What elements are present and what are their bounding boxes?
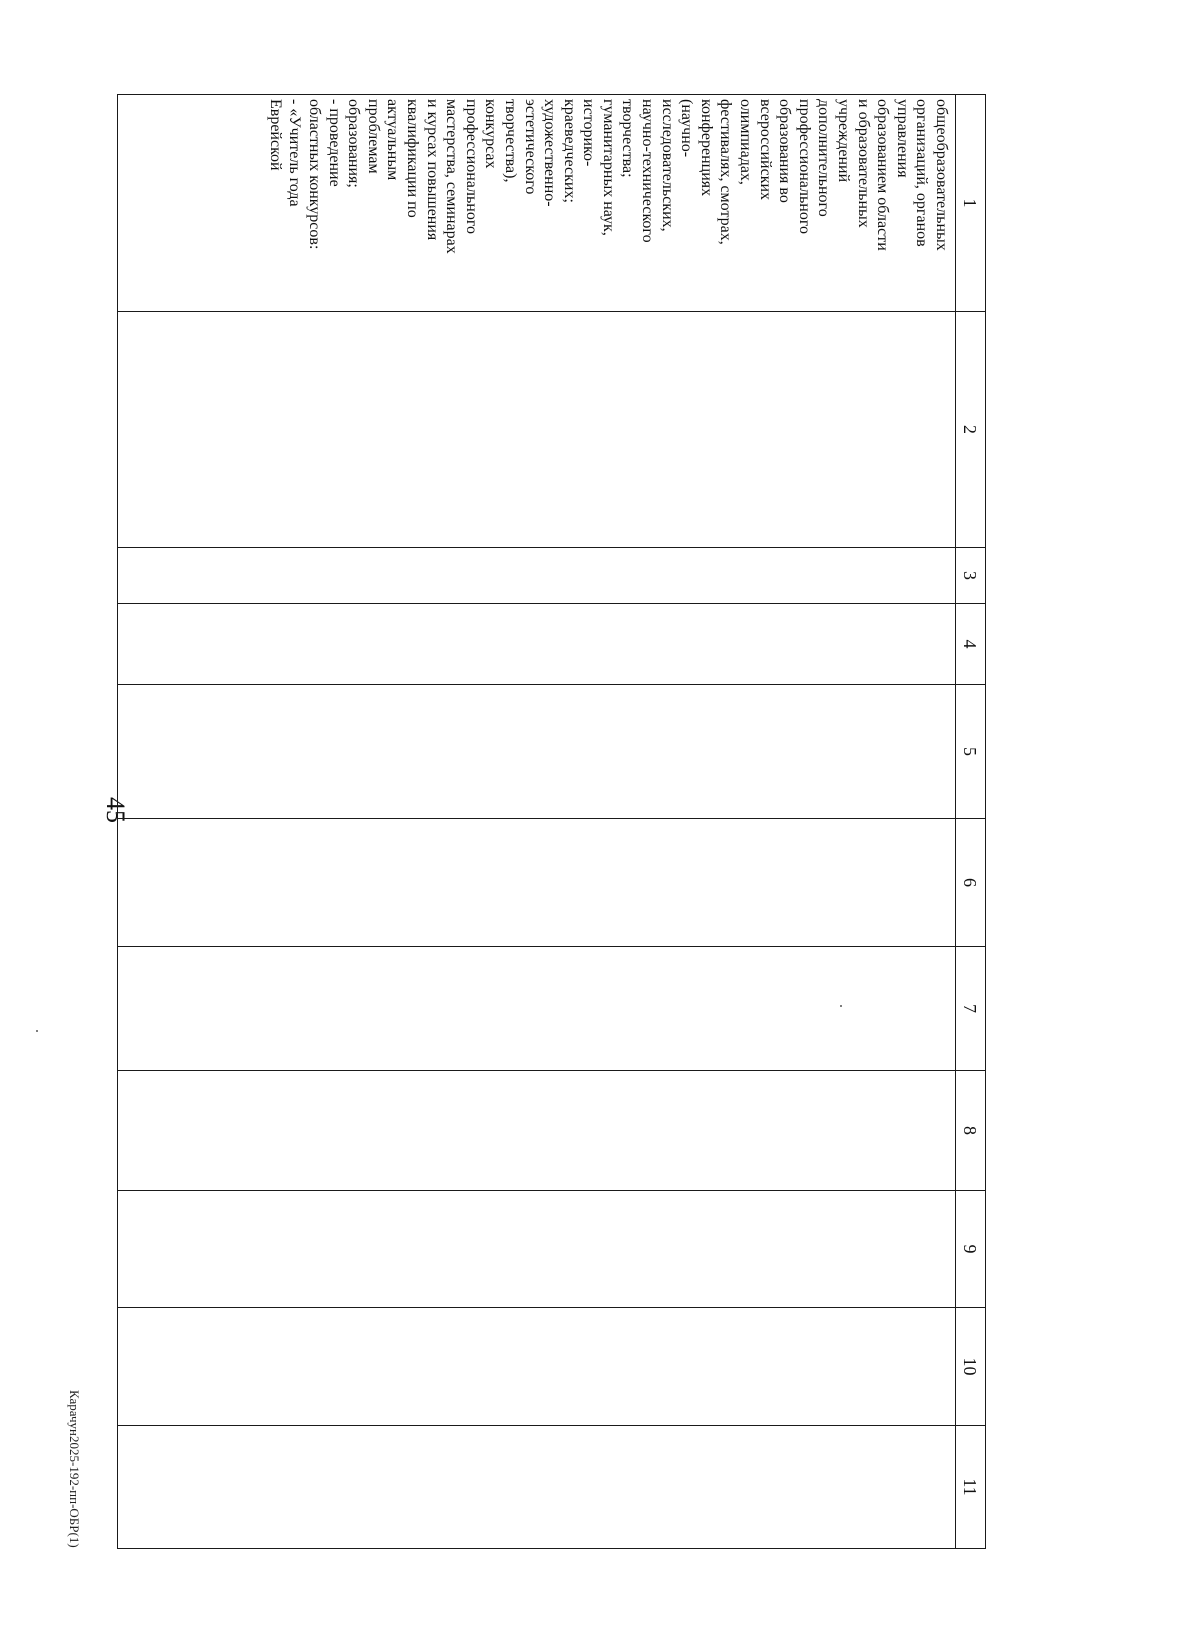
text-line: проблемам xyxy=(364,99,382,174)
document-code: Карачун2025-192-пп-ОБР(1) xyxy=(67,1390,82,1548)
text-line: учреждений xyxy=(835,99,853,183)
text-line: мастерства, семинарах xyxy=(443,99,461,254)
text-line: конференциях xyxy=(697,99,715,197)
column-number-3: 3 xyxy=(956,548,986,604)
table-cell-col7 xyxy=(118,947,956,1071)
table-row xyxy=(118,95,956,1549)
text-line: (научно- xyxy=(678,99,696,158)
text-line: дополнительного xyxy=(815,99,833,217)
text-line: - проведение xyxy=(325,99,343,187)
data-table xyxy=(117,94,986,1549)
table-cell-col1 xyxy=(118,95,956,312)
text-line: - «Учитель года xyxy=(286,99,304,207)
text-line: творчества; xyxy=(619,99,637,178)
table-cell-col4 xyxy=(118,604,956,685)
text-line: фестивалях, смотрах, xyxy=(717,99,735,245)
text-line: олимпиадах, xyxy=(737,99,755,185)
column-number-2: 2 xyxy=(956,312,986,548)
column-number-6: 6 xyxy=(956,819,986,947)
scan-speck xyxy=(36,1030,38,1032)
text-line: квалификации по xyxy=(403,99,421,218)
table-header-row xyxy=(956,95,986,1549)
text-line: гуманитарных наук, xyxy=(599,99,617,236)
text-line: и курсах повышения xyxy=(423,99,441,241)
column-number-5: 5 xyxy=(956,685,986,819)
column-number-11: 11 xyxy=(956,1426,986,1549)
column-number-10: 10 xyxy=(956,1308,986,1426)
table-cell-col11 xyxy=(118,1426,956,1549)
table-cell-col5 xyxy=(118,685,956,819)
text-line: образования во xyxy=(776,99,794,203)
text-line: образования; xyxy=(345,99,363,188)
column-number-1: 1 xyxy=(956,95,986,312)
text-line: Еврейской xyxy=(266,99,284,171)
text-line: областных конкурсов: xyxy=(306,99,323,250)
column-number-4: 4 xyxy=(956,604,986,685)
text-line: всероссийских xyxy=(756,99,774,201)
table-cell-col3 xyxy=(118,548,956,604)
text-line: актуальным xyxy=(384,99,402,181)
column-number-8: 8 xyxy=(956,1071,986,1191)
column-number-9: 9 xyxy=(956,1191,986,1308)
text-line: профессионального xyxy=(795,99,813,235)
text-line: управления xyxy=(893,99,911,178)
column1-text xyxy=(265,95,955,311)
text-line: общеобразовательных xyxy=(933,99,950,251)
text-line: организаций, органов xyxy=(913,99,931,247)
table-cell-col10 xyxy=(118,1308,956,1426)
text-line: исследовательских, xyxy=(658,99,676,232)
text-line: научно-технического xyxy=(639,99,657,243)
table-cell-col8 xyxy=(118,1071,956,1191)
text-line: эстетического xyxy=(521,99,539,195)
text-line: краеведческих; xyxy=(560,99,578,203)
text-line: художественно- xyxy=(541,99,559,207)
scan-speck xyxy=(840,1005,842,1007)
text-line: профессионального xyxy=(462,99,480,235)
table-cell-col2 xyxy=(118,312,956,548)
text-line: и образовательных xyxy=(854,99,872,228)
table-cell-col9 xyxy=(118,1191,956,1308)
page-number: 45 xyxy=(101,797,130,823)
text-line: историко- xyxy=(580,99,598,167)
text-line: творчества), xyxy=(501,99,519,183)
column-number-7: 7 xyxy=(956,947,986,1071)
text-line: образованием области xyxy=(874,99,892,251)
table-cell-col6 xyxy=(118,819,956,947)
text-line: конкурсах xyxy=(482,99,500,169)
